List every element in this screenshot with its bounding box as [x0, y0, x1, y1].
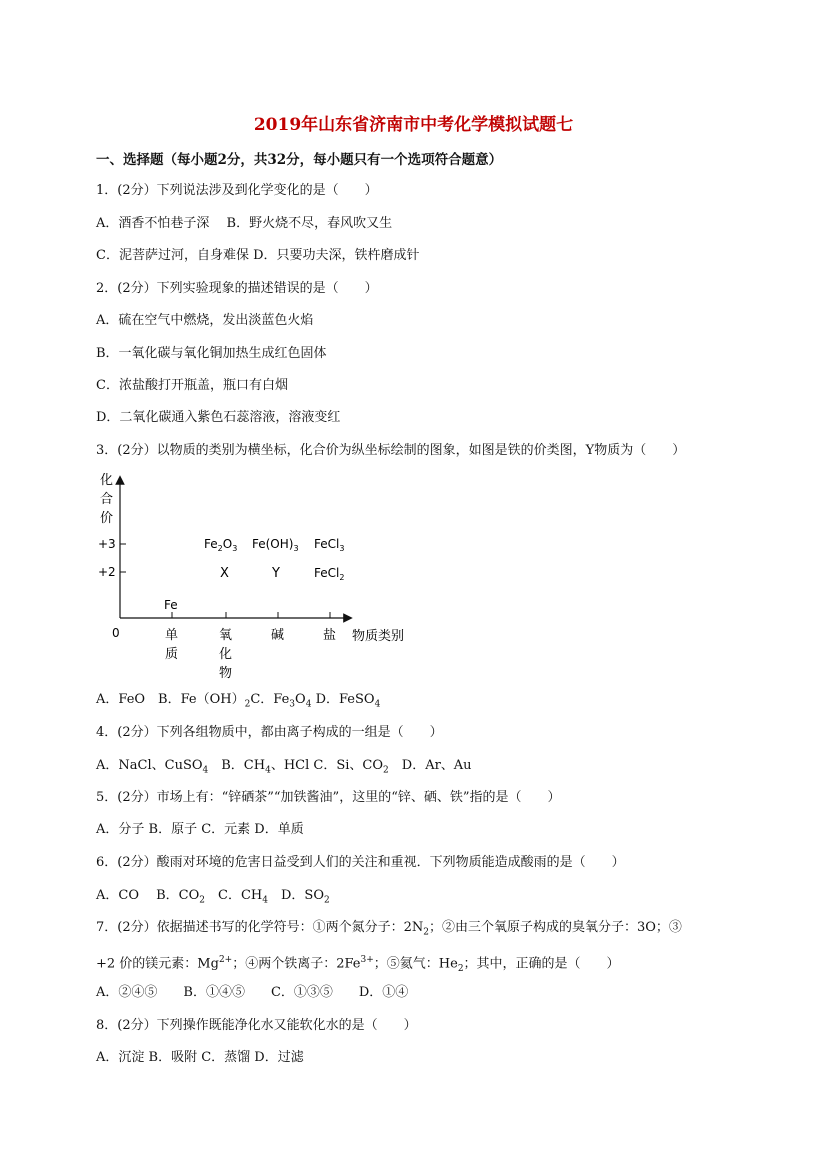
x-category-char: 质: [165, 647, 179, 662]
question-2-option-d: D．二氧化碳通入紫色石蕊溶液，溶液变红: [96, 410, 341, 425]
point-y: Y: [272, 566, 280, 581]
question-2-option-a: A．硫在空气中燃烧，发出淡蓝色火焰: [96, 313, 314, 328]
question-7-options: A．②④⑤ B．①④⑤ C．①③⑤ D．①④: [96, 985, 409, 1000]
question-2-option-c: C．浓盐酸打开瓶盖，瓶口有白烟: [96, 378, 288, 393]
question-8-stem: 8．(2分）下列操作既能净化水又能软化水的是（ ）: [96, 1018, 417, 1033]
y-tick-label: +3: [98, 537, 116, 551]
x-category-char: 化: [219, 647, 233, 662]
x-axis-label: 物质类别: [352, 629, 405, 644]
point-fe: Fe: [164, 598, 178, 612]
question-4-stem: 4．(2分）下列各组物质中，都由离子构成的一组是（ ）: [96, 725, 443, 740]
question-1-stem: 1．(2分）下列说法涉及到化学变化的是（ ）: [96, 183, 378, 198]
point-feoh3: $Fe(OH)_3$: [252, 537, 299, 553]
x-category-char: 氧: [219, 628, 233, 643]
origin-label: 0: [112, 626, 120, 640]
y-axis-label-char: 化: [100, 473, 114, 488]
y-axis-label-char: 合: [100, 492, 114, 507]
question-7-stem-line2: +2 价的镁元素：$Mg^{2+}$；④两个铁离子：$2Fe^{3+}$；⑤氦气：$He_2$；其中，正确的是（ ）: [96, 955, 620, 974]
iron-valence-class-diagram: [90, 462, 430, 687]
section-heading: 一、选择题（每小题2分，共32分，每小题只有一个选项符合题意）: [96, 152, 503, 168]
y-tick-label: +2: [98, 565, 116, 579]
question-4-options: A．NaCl、CuSO$_4$ B．$CH_4$、HCl C．Si、$CO_2$ D．Ar、Au: [96, 758, 472, 776]
question-1-options-ab: A．酒香不怕巷子深 B．野火烧不尽，春风吹又生: [96, 216, 393, 231]
y-axis-label-char: 价: [100, 511, 114, 526]
x-category-char: 碱: [271, 628, 285, 643]
point-fe2o3: $Fe_2O_3$: [204, 537, 238, 553]
question-8-options: A．沉淀 B．吸附 C．蒸馏 D．过滤: [96, 1050, 304, 1065]
question-6-stem: 6．(2分）酸雨对环境的危害日益受到人们的关注和重视．下列物质能造成酸雨的是（ ）: [96, 855, 625, 870]
x-category-char: 单: [165, 628, 179, 643]
question-5-stem: 5．(2分）市场上有：“锌硒茶”“加铁酱油”，这里的“锌、硒、铁”指的是（ ）: [96, 790, 561, 805]
x-category-char: 物: [219, 666, 233, 681]
question-1-options-cd: C．泥菩萨过河，自身难保 D．只要功夫深，铁杵磨成针: [96, 248, 420, 263]
x-category-char: 盐: [323, 628, 337, 643]
question-7-stem-line1: 7．(2分）依据描述书写的化学符号：①两个氮分子：$2N_2$；②由三个氧原子构成的臭氧分子：3O；③: [96, 920, 682, 938]
page-title: 2019年山东省济南市中考化学模拟试题七: [253, 115, 574, 135]
question-2-stem: 2．(2分）下列实验现象的描述错误的是（ ）: [96, 281, 378, 296]
point-x: X: [220, 566, 229, 581]
question-3-stem: 3．(2分）以物质的类别为横坐标，化合价为纵坐标绘制的图象，如图是铁的价类图，Y物质为（ ）: [96, 443, 686, 458]
point-fecl3: FeCl$_3$: [314, 537, 345, 553]
question-6-options: A．CO B．$CO_2$ C．$CH_4$ D．$SO_2$: [96, 888, 330, 906]
question-3-options: A．FeO B．$Fe(OH)_2C$．$Fe_3O_4$ D．FeSO$_4$: [96, 692, 381, 710]
point-fecl2: FeCl$_2$: [314, 566, 345, 582]
question-5-options: A．分子 B．原子 C．元素 D．单质: [96, 822, 304, 837]
question-2-option-b: B．一氧化碳与氧化铜加热生成红色固体: [96, 346, 327, 361]
